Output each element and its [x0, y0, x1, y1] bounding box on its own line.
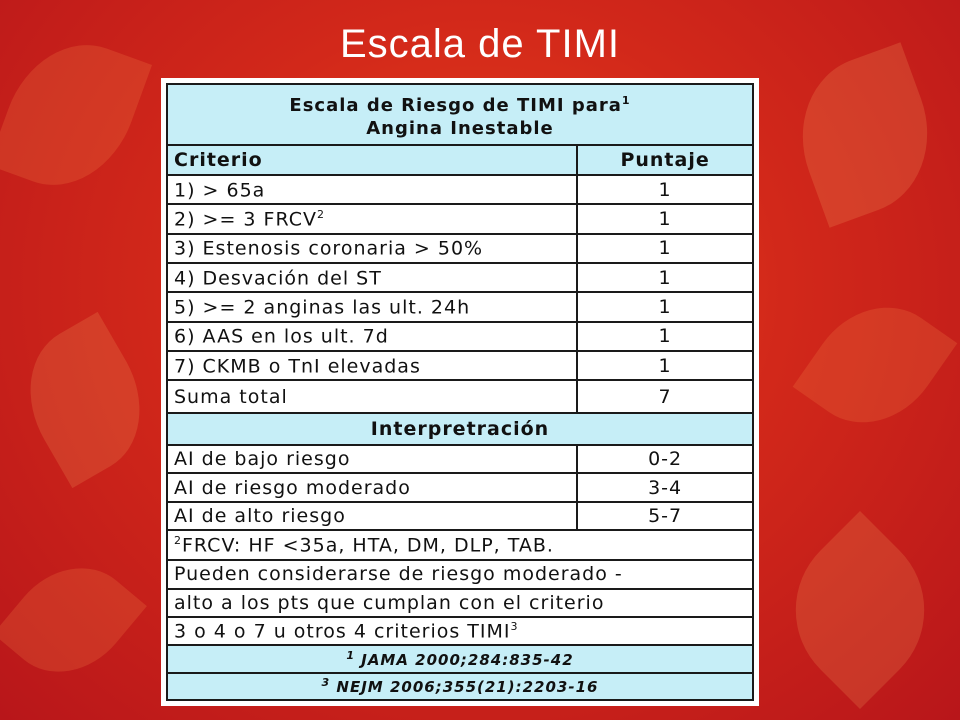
total-row: [167, 380, 753, 412]
slide-title: Escala de TIMI: [339, 22, 621, 66]
criterion-label: 6) AAS en los ult. 7d: [167, 322, 577, 351]
total-value: 7: [577, 380, 753, 412]
interpretation-range: 5-7: [577, 502, 753, 530]
column-header-criterio: Criterio: [167, 145, 577, 175]
criterion-score: 1: [577, 351, 753, 380]
interpretation-label: AI de alto riesgo: [167, 502, 577, 530]
criterion-label: 1) > 65a: [167, 175, 577, 204]
background-leaf-decoration: [793, 280, 958, 450]
criterion-label: 2) >= 3 FRCV$^2$: [167, 204, 577, 233]
table-row: [167, 175, 753, 204]
timi-risk-table: [166, 83, 754, 701]
table-row: [167, 263, 753, 292]
interpretation-label: AI de bajo riesgo: [167, 445, 577, 473]
table-row: [167, 204, 753, 233]
criterion-score: 1: [577, 263, 753, 292]
criterion-score: 1: [577, 175, 753, 204]
interpretation-range: 3-4: [577, 473, 753, 501]
note-line: 3 o 4 o 7 u otros 4 criterios TIMI$^3$: [167, 617, 753, 645]
note-line: alto a los pts que cumplan con el criterio: [167, 589, 753, 617]
table-row: [167, 322, 753, 351]
reference-jama: $^1$ JAMA 2000;284:835-42: [167, 645, 753, 672]
timi-table-image: [161, 78, 759, 706]
footnote-frcv: $^2$FRCV: HF <35a, HTA, DM, DLP, TAB.: [167, 530, 753, 560]
interpretation-range: 0-2: [577, 445, 753, 473]
criterion-score: 1: [577, 234, 753, 263]
total-label: Suma total: [167, 380, 577, 412]
table-row: [167, 234, 753, 263]
criterion-label: 4) Desvación del ST: [167, 263, 577, 292]
background-leaf-decoration: [0, 542, 147, 698]
background-leaf-decoration: [778, 42, 951, 227]
column-header-puntaje: Puntaje: [577, 145, 753, 175]
interpretation-label: AI de riesgo moderado: [167, 473, 577, 501]
table-row: [167, 351, 753, 380]
reference-nejm: $^3$ NEJM 2006;355(21):2203-16: [167, 673, 753, 700]
table-title: Escala de Riesgo de TIMI para$^1$ Angina Inestable: [167, 84, 753, 145]
criterion-score: 1: [577, 204, 753, 233]
background-leaf-decoration: [2, 312, 167, 488]
table-row: [167, 292, 753, 321]
table-row: [167, 502, 753, 530]
criterion-label: 7) CKMB o TnI elevadas: [167, 351, 577, 380]
criterion-score: 1: [577, 292, 753, 321]
background-leaf-decoration: [761, 511, 959, 709]
table-row: [167, 445, 753, 473]
criterion-label: 3) Estenosis coronaria > 50%: [167, 234, 577, 263]
criterion-label: 5) >= 2 anginas las ult. 24h: [167, 292, 577, 321]
table-row: [167, 473, 753, 501]
criterion-score: 1: [577, 322, 753, 351]
interpretation-header: Interpretración: [167, 413, 753, 445]
note-line: Pueden considerarse de riesgo moderado -: [167, 560, 753, 588]
